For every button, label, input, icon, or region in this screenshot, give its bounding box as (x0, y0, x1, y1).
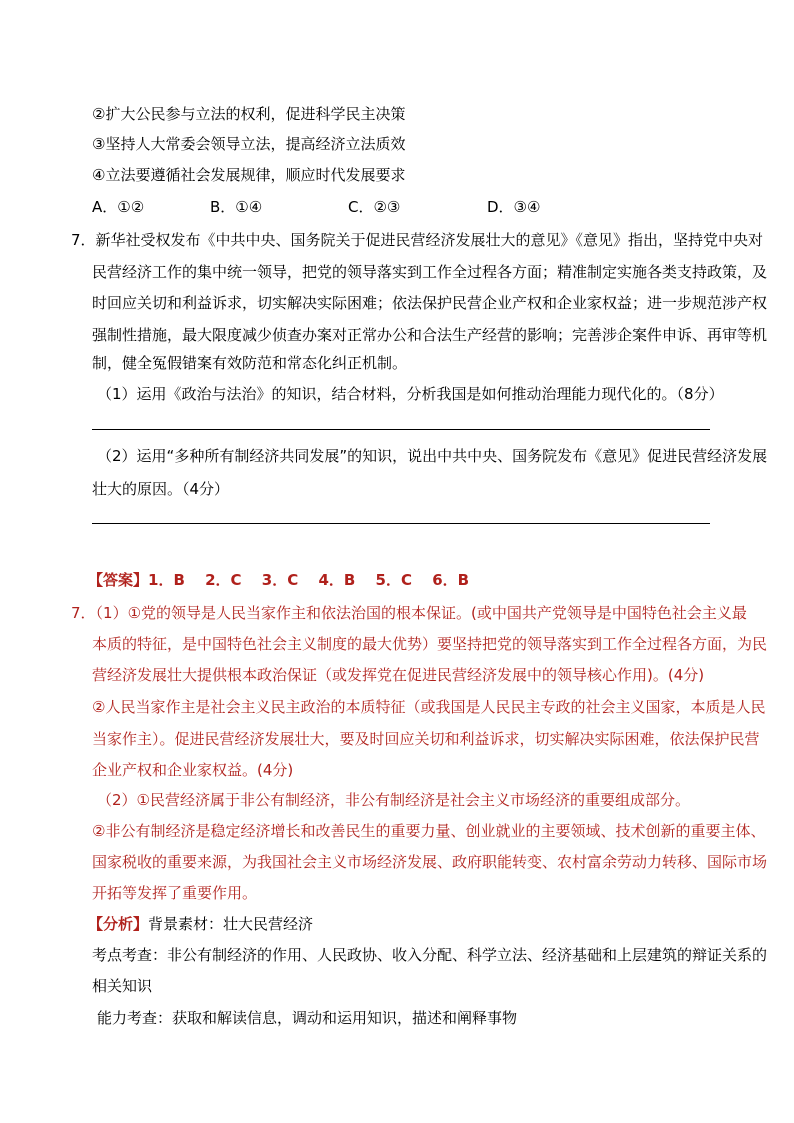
answer-q7-1-line: 营经济发展壮大提供根本政治保证（或发挥党在促进民营经济发展中的领导核心作用)。(4分) (92, 666, 705, 684)
answer-q7-1-line: 7．（1）①党的领导是人民当家作主和依法治国的根本保证。(或中国共产党领导是中国特色社会主义最 (71, 604, 747, 622)
answer-heading (88, 570, 469, 590)
q6-option-c: C．②③ (348, 198, 401, 216)
answer-choices: 1．B 2．C 3．C 4．B 5．C 6．B (148, 571, 470, 589)
q6-option-d: D．③④ (487, 198, 541, 216)
q7-stem-line: 民营经济工作的集中统一领导，把党的领导落实到工作全过程各方面；精准制定实施各类支持政策，及 (92, 263, 768, 281)
analysis-ability: 能力考查：获取和解读信息，调动和运用知识，描述和阐释事物 (97, 1009, 518, 1027)
q7-stem-line: 强制性措施，最大限度减少侦查办案对正常办公和合法生产经营的影响；完善涉企案件申诉、再审等机 (92, 326, 768, 344)
q6-option-a: A．①② (92, 198, 145, 216)
answer-label: 【答案】 (88, 571, 149, 589)
answer-q7-2-line: ②非公有制经济是稳定经济增长和改善民生的重要力量、创业就业的主要领域、技术创新的重要主体、 (92, 822, 766, 840)
answer-line (92, 523, 710, 524)
q7-sub-question-1: （1）运用《政治与法治》的知识，结合材料，分析我国是如何推动治理能力现代化的。（8分） (97, 385, 724, 403)
answer-q7-2-line: 国家税收的重要来源，为我国社会主义市场经济发展、政府职能转变、农村富余劳动力转移、国际市场 (92, 853, 768, 871)
q7-sub-question-2-cont: 壮大的原因。（4分） (92, 480, 230, 498)
analysis-points-line: 考点考查：非公有制经济的作用、人民政协、收入分配、科学立法、经济基础和上层建筑的辩证关系的 (92, 946, 768, 964)
answer-q7-1-line: 当家作主）。促进民营经济发展壮大，要及时回应关切和利益诉求，切实解决实际困难，依法保护民营 (92, 730, 760, 748)
answer-q7-2-line: （2）①民营经济属于非公有制经济，非公有制经济是社会主义市场经济的重要组成部分。 (97, 791, 690, 809)
q6-item-3: ③坚持人大常委会领导立法，提高经济立法质效 (92, 135, 406, 153)
q7-sub-question-2: （2）运用“多种所有制经济共同发展”的知识，说出中共中央、国务院发布《意见》促进民营经济发展 (97, 447, 768, 465)
answer-q7-2-line: 开拓等发挥了重要作用。 (92, 884, 258, 902)
analysis-label: 【分析】 (88, 915, 149, 933)
answer-q7-1-line: ②人民当家作主是社会主义民主政治的本质特征（或我国是人民民主专政的社会主义国家，本质是人民 (92, 698, 766, 716)
q6-item-2: ②扩大公民参与立法的权利，促进科学民主决策 (92, 105, 406, 123)
q7-stem-line: 制，健全冤假错案有效防范和常态化纠正机制。 (92, 354, 408, 372)
analysis-background: 背景素材：壮大民营经济 (148, 915, 314, 933)
q7-stem-line: 时回应关切和利益诉求，切实解决实际困难；依法保护民营企业产权和企业家权益；进一步规范涉产权 (92, 294, 768, 312)
analysis-heading (88, 914, 313, 934)
answer-q7-1-line: 本质的特征，是中国特色社会主义制度的最大优势）要坚持把党的领导落实到工作全过程各方面，为民 (92, 635, 768, 653)
q7-stem-line: 7．新华社受权发布《中共中央、国务院关于促进民营经济发展壮大的意见》《意见》指出，坚持党中央对 (71, 231, 764, 249)
q6-item-4: ④立法要遵循社会发展规律，顺应时代发展要求 (92, 166, 406, 184)
analysis-points-line: 相关知识 (92, 977, 153, 995)
answer-q7-1-line: 企业产权和企业家权益。(4分) (92, 761, 294, 779)
answer-line (92, 429, 710, 430)
q6-option-b: B．①④ (210, 198, 263, 216)
